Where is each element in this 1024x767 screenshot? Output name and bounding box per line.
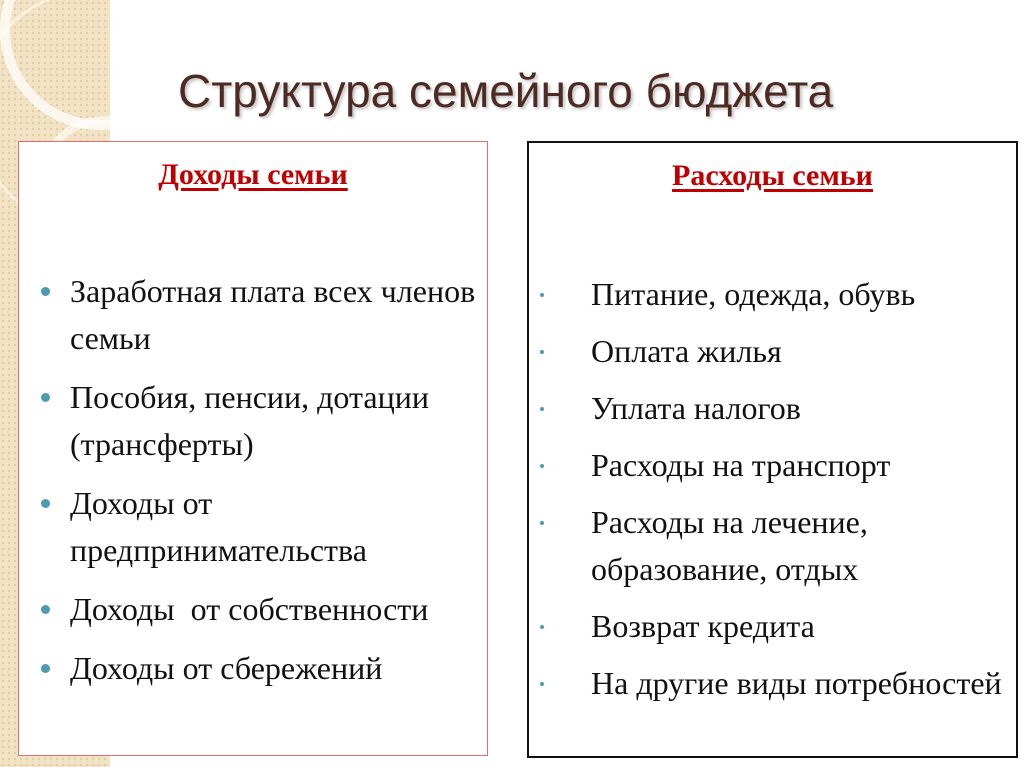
- list-item: [41, 480, 481, 574]
- list-item-text: Уплата налогов: [591, 390, 801, 426]
- bullet-icon: [41, 605, 50, 614]
- list-item-text: На другие виды потребностей: [591, 665, 1002, 701]
- bullet-icon: [540, 407, 544, 411]
- list-item-text: Расходы на транспорт: [591, 447, 891, 483]
- list-item-text: Питание, одежда, обувь: [591, 276, 916, 312]
- expenses-box: [527, 141, 1018, 758]
- bullet-icon: [540, 625, 544, 629]
- list-item-text: Оплата жилья: [591, 333, 782, 369]
- income-list: [41, 268, 481, 704]
- list-item: [533, 442, 1013, 489]
- list-item: [533, 271, 1013, 318]
- list-item-text: Возврат кредита: [591, 608, 815, 644]
- income-heading: Доходы семьи: [158, 158, 348, 191]
- list-item-text: Доходы от сбережений: [70, 650, 383, 686]
- bullet-icon: [41, 287, 50, 296]
- list-item-text: Доходы от собственности: [70, 591, 429, 627]
- list-item: [41, 374, 481, 468]
- bullet-icon: [41, 393, 50, 402]
- list-item: [533, 385, 1013, 432]
- list-item: [533, 603, 1013, 650]
- bullet-icon: [540, 350, 544, 354]
- list-item-text: Пособия, пенсии, дотации (трансферты): [70, 379, 429, 462]
- list-item-text: Заработная плата всех членов семьи: [70, 273, 476, 356]
- list-item: [533, 499, 1013, 593]
- bullet-icon: [41, 499, 50, 508]
- expenses-heading: Расходы семьи: [672, 159, 873, 192]
- bullet-icon: [540, 464, 544, 468]
- bullet-icon: [540, 293, 544, 297]
- list-item: [41, 268, 481, 362]
- bullet-icon: [540, 521, 544, 525]
- list-item: [41, 645, 481, 692]
- list-item: [533, 660, 1013, 707]
- list-item: [533, 328, 1013, 375]
- slide-title: Структура семейного бюджета: [178, 65, 834, 117]
- list-item: [41, 586, 481, 633]
- expenses-list: [533, 271, 1013, 717]
- list-item-text: Доходы от предпринимательства: [70, 485, 367, 568]
- bullet-icon: [41, 664, 50, 673]
- income-box: [18, 141, 488, 756]
- bullet-icon: [540, 682, 544, 686]
- list-item-text: Расходы на лечение, образование, отдых: [591, 504, 868, 587]
